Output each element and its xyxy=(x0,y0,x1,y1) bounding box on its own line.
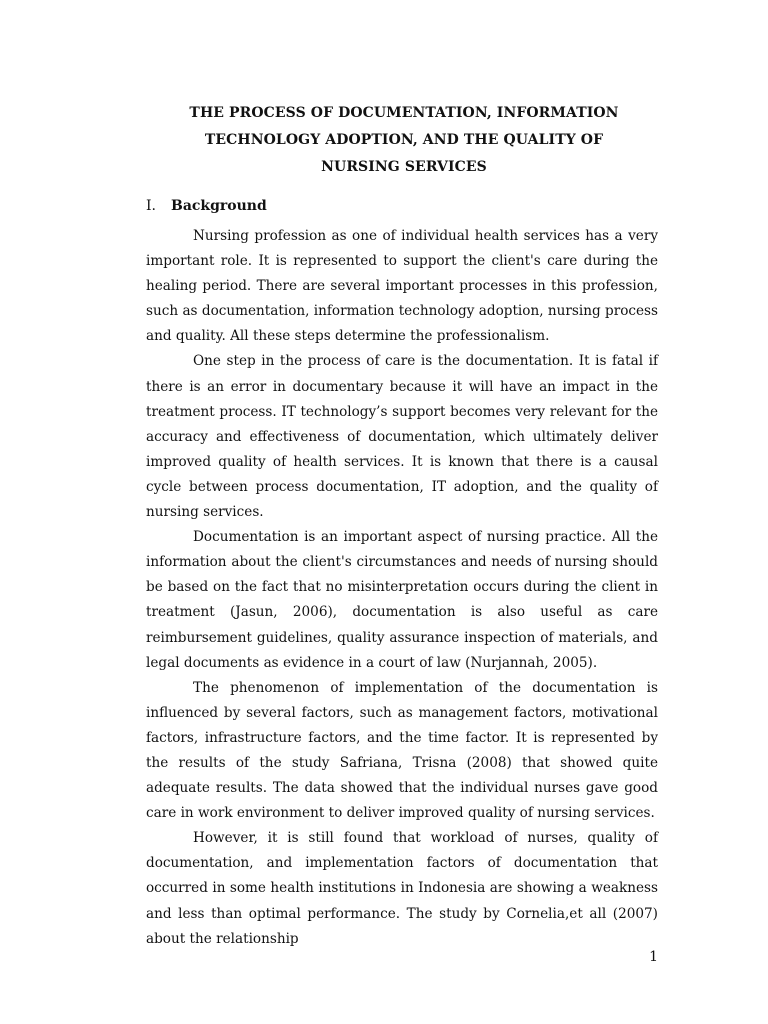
paragraph: Documentation is an important aspect of nursing practice. All the information about the client's circumstances and needs of nursing should be based on the fact that no misinterpretation occurs during the client in treatment (Jasun, 2006), documentation is also useful as care reimbursement guidelines, quality assurance inspection of materials, and legal documents as evidence in a court of law (Nurjannah, 2005). xyxy=(146,529,658,671)
title-line: TECHNOLOGY ADOPTION, AND THE QUALITY OF xyxy=(204,132,604,148)
section-heading xyxy=(146,195,267,217)
paragraph: The phenomenon of implementation of the documentation is influenced by several factors, such as management factors, motivational factors, infrastructure factors, and the time factor. It is represented by the results of the study Safriana, Trisna (2008) that showed quite adequate results. The data showed that the individual nurses gave good care in work environment to deliver improved quality of nursing services. xyxy=(146,679,658,822)
title-line: NURSING SERVICES xyxy=(321,159,487,175)
paragraph: However, it is still found that workload of nurses, quality of documentation, and implementation factors of documentation that occurred in some health institutions in Indonesia are showing a weakness and less than optimal performance. The study by Cornelia,et all (2007) about the relationship xyxy=(146,830,658,947)
section-number: I. xyxy=(146,198,156,214)
paragraph: Nursing profession as one of individual health services has a very important role. It is represented to support the client's care during the healing period. There are several important processes in this profession, such as documentation, information technology adoption, nursing process and quality. All these steps determine the professionalism. xyxy=(146,228,658,345)
body-text xyxy=(146,224,658,952)
page-number: 1 xyxy=(649,949,658,965)
title-line: THE PROCESS OF DOCUMENTATION, INFORMATION xyxy=(189,105,619,121)
paragraph: One step in the process of care is the documentation. It is fatal if there is an error in documentary because it will have an impact in the treatment process. IT technology’s support becomes very relevant for the accuracy and effectiveness of documentation, which ultimately deliver improved quality of health services. It is known that there is a causal cycle between process documentation, IT adoption, and the quality of nursing services. xyxy=(146,353,658,521)
section-title: Background xyxy=(171,198,267,214)
document-title xyxy=(120,100,688,181)
